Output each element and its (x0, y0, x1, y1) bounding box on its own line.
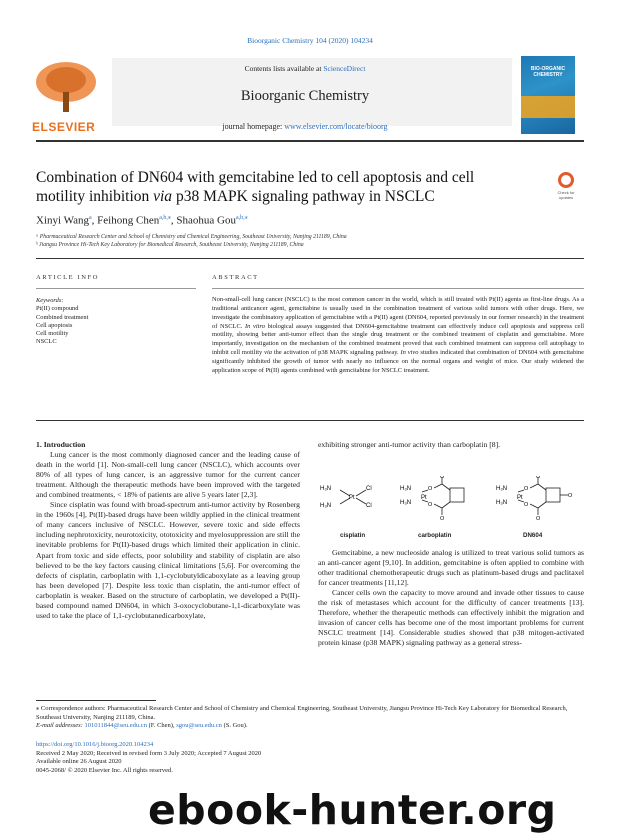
svg-text:O: O (440, 476, 445, 480)
svg-text:H₃N: H₃N (496, 500, 508, 506)
affiliation-rule (36, 258, 584, 259)
author-affil-marker[interactable]: a,b,⁎ (159, 215, 171, 221)
doi-link[interactable]: https://doi.org/10.1016/j.bioorg.2020.104234 (36, 741, 154, 748)
author-name[interactable]: Feihong Chen (97, 214, 160, 227)
email-link[interactable]: sgou@seu.edu.cn (176, 722, 222, 730)
article-info-heading: ARTICLE INFO (36, 274, 100, 281)
section-heading: 1. Introduction (36, 440, 86, 449)
abstract-italic: via (264, 349, 272, 357)
abstract-heading: ABSTRACT (212, 274, 259, 281)
elsevier-tree-icon (26, 58, 112, 118)
svg-text:Pt: Pt (517, 495, 523, 501)
svg-text:O: O (568, 493, 573, 499)
svg-text:O: O (524, 486, 529, 492)
paragraph: exhibiting stronger anti-tumor activity than carboplatin [8]. (318, 440, 501, 449)
email-label: E-mail addresses: (36, 722, 85, 730)
journal-citation[interactable]: Bioorganic Chemistry 104 (2020) 104234 (247, 36, 373, 45)
correspondence-text: ⁎ Correspondence authors: Pharmaceutical Research Center and School of Chemistry and Chemical Engineering, Southeast University, Jiangsu Province Hi-Tech Key Laboratory for Biomedical Research, Southeast University, Nanjing 211189, China. (36, 705, 568, 721)
svg-text:H₃N: H₃N (496, 486, 508, 492)
svg-text:Cl: Cl (366, 486, 372, 492)
email-link[interactable]: 101011844@seu.edu.cn (84, 722, 147, 730)
title-part-1: Combination of DN604 with gemcitabine led to cell apoptosis and cell motility inhibition (36, 169, 475, 205)
sciencedirect-link[interactable]: ScienceDirect (323, 64, 366, 73)
available-online: Available online 26 August 2020 (36, 758, 122, 766)
abstract-segment: biological assays suggested that DN604-gemcitabine treatment can effectively induce cell apoptosis and suppress cell motility, showing better anti-tumor effect than the single drug treatment or the combined treatment of cisplatin and gemcitabine. More importantly, investigation on the mechanism of the combined treatment proved that such combined treatment can suppress cell autophagy to inhibit cell motility (212, 322, 584, 357)
email-line (36, 722, 584, 731)
correspondence-footnote (36, 705, 584, 731)
check-updates-label: Check for updates (557, 190, 575, 200)
cover-title: BIO-ORGANIC CHEMISTRY (530, 66, 566, 78)
publisher-logo-text: ELSEVIER (32, 120, 96, 134)
abstract-segment: Non-small-cell lung cancer (NSCLC) is the most common cancer in the world, which is still treated with Pt(II) agents as first-line drugs. As a traditional anticancer agent, gemcitabine is usually used in the combination treatment of various solid tumors with other drugs. Here, we investigate the combinatory application of gemcitabine with a Pt(II) agent (DN604, reported previously in our former research) in the treatment of NSCLC. (212, 296, 584, 330)
keyword-item: Cell motility (36, 330, 69, 338)
body-column-left (36, 440, 300, 621)
abstract-italic: In vitro (245, 322, 265, 330)
keywords-label: Keywords: (36, 297, 64, 304)
keyword-item: NSCLC (36, 338, 57, 346)
article-title (36, 168, 516, 206)
svg-text:O: O (440, 516, 445, 522)
email-owner: (S. Gou). (221, 722, 248, 730)
paragraph: Cancer cells own the capacity to move around and invade other tissues to cause the risk of metastases which account for the difficulty of cancer treatments [13]. Therefore, whether the therapeutic methods can effectively inhibit the migration and invasion of cancer cells has become one of the most important problems for current NSCLC treatment [14]. Considerable studies showed that p38 mitogen-activated protein kinase (p38 MAPK) signaling pathway as a general stress- (318, 588, 584, 648)
author-name[interactable]: Shaohua Gou (176, 214, 236, 227)
author-affil-marker[interactable]: a (89, 215, 92, 221)
svg-text:H₃N: H₃N (320, 486, 332, 492)
affiliation-a: ᵃ Pharmaceutical Research Center and School of Chemistry and Chemical Engineering, Southeast University, Nanjing 211189, China (36, 234, 347, 240)
body-rule (36, 420, 584, 421)
copyright-line: 0045-2068/ © 2020 Elsevier Inc. All rights reserved. (36, 767, 173, 775)
homepage-link[interactable]: www.elsevier.com/locate/bioorg (284, 122, 388, 131)
contents-line (120, 64, 490, 73)
cover-band (521, 96, 575, 118)
email-owner: (F. Chen), (146, 722, 177, 730)
body-column-right-lower (318, 548, 584, 648)
check-for-updates-badge[interactable] (553, 172, 579, 204)
paragraph: Gemcitabine, a new nucleoside analog is utilized to treat various solid tumors as an anti-cancer agent [9,10]. In addition, gemcitabine is often applied to combine with other traditional chemotherapeutic drugs such as platinum-based drugs and paclitaxel for cancer treatments [11,12]. (318, 548, 584, 588)
elsevier-logo (26, 58, 112, 134)
author-affil-marker[interactable]: a,b,⁎ (235, 215, 248, 221)
structure-label-carboplatin: carboplatin (418, 532, 452, 539)
svg-text:Pt: Pt (349, 495, 355, 501)
structure-label-dn604: DN604 (523, 532, 543, 539)
svg-text:H₃N: H₃N (400, 486, 412, 492)
title-part-2: p38 MAPK signaling pathway in NSCLC (172, 188, 435, 205)
abstract-segment: the activation of p38 MAPK signaling pathway. (272, 349, 401, 357)
keyword-item: Combined treatment (36, 313, 89, 321)
keywords-block (36, 297, 196, 347)
affiliation-b: ᵇ Jiangsu Province Hi-Tech Key Laboratory for Biomedical Research, Southeast University, Nanjing 211189, China (36, 242, 304, 248)
paragraph: Lung cancer is the most commonly diagnosed cancer and the leading cause of death in the world [1]. Non-small-cell lung cancer (NSCLC), which accounts over 80% of all types of lung cancer, is an aggressive tumor for the current cancer treatment. Although the therapeutic methods have been improved with the targeted and combined treatments, < 18% of patients are alive 5 years later [2,3]. (36, 450, 300, 500)
contents-prefix: Contents lists available at (244, 64, 324, 73)
journal-name: Bioorganic Chemistry (240, 88, 370, 104)
author-list: Xinyi Wang$^a$, Feihong Chen$^{a,b,⁎}$, Shaohua Gou$^{a,b,⁎}$ (36, 214, 248, 227)
publication-info (36, 741, 261, 776)
body-column-right (318, 440, 584, 450)
svg-text:H₃N: H₃N (320, 503, 332, 509)
svg-text:O: O (536, 516, 541, 522)
svg-text:O: O (536, 476, 541, 480)
svg-text:Cl: Cl (366, 503, 372, 509)
structure-label-cisplatin: cisplatin (340, 532, 366, 539)
abstract-segment: studies indicated that combination of DN604 with gemcitabine significantly inhibited the growth of tumor with nearly no influence on the normal organs and weight of mice. Our study widened the application scope of Pt(II) agents combined with gemcitabine for NSCLC treatment. (212, 349, 584, 374)
svg-text:H₃N: H₃N (400, 500, 412, 506)
abstract-text (212, 296, 584, 376)
abstract-italic: In vivo (400, 349, 419, 357)
author-name[interactable]: Xinyi Wang (36, 214, 89, 227)
footnote-rule (36, 700, 156, 701)
homepage-prefix: journal homepage: (222, 122, 285, 131)
keyword-item: Pt(II) compound (36, 305, 79, 313)
svg-text:O: O (524, 502, 529, 508)
check-updates-icon (558, 172, 574, 188)
svg-text:O: O (428, 486, 433, 492)
journal-cover[interactable] (521, 56, 575, 134)
svg-text:Pt: Pt (421, 495, 427, 501)
paragraph: Since cisplatin was found with broad-spectrum anti-tumor activity by Rosenberg in the 1960s [4], Pt(II)-based drugs have been wildly applied in the clinical treatment of many cancers inclusive of NSCLC. However, severe toxic and side effects including nephrotoxicity, neurotoxicity, ototoxicity and myelosuppression are still the inevitable problems for Pt(II)-based drugs which limited their application in clinic. Apart from toxic and side effects, poor solubility and stability of cisplatin are also believed to be the key factors causing clinical limitations [5,6]. For overcoming the defects of cisplatin, carboplatin with 1,1-cyclobutyldicaboxylate as a leaving group has been developed [7]. Despite less toxic than cisplatin, the anti-tumor effect of carboplatin is weaker. Based on the structure of carboplatin, we developed a Pt(II)-based compound named DN604, in which 3-oxocyclobutane-1,1-dicarboxylate was used to take the place of 1,1-cyclobutanedicarboxylate, (36, 500, 300, 620)
svg-text:O: O (428, 502, 433, 508)
title-italic: via (153, 188, 173, 205)
watermark-text: ebook-hunter.org (148, 786, 557, 834)
chemical-structures-figure (318, 476, 584, 542)
abstract-rule (212, 288, 584, 289)
received-dates: Received 2 May 2020; Received in revised form 3 July 2020; Accepted 7 August 2020 (36, 749, 262, 757)
keyword-item: Cell apoptosis (36, 321, 73, 329)
header-rule (36, 140, 584, 142)
homepage-line (120, 122, 490, 131)
article-info-rule (36, 288, 196, 289)
